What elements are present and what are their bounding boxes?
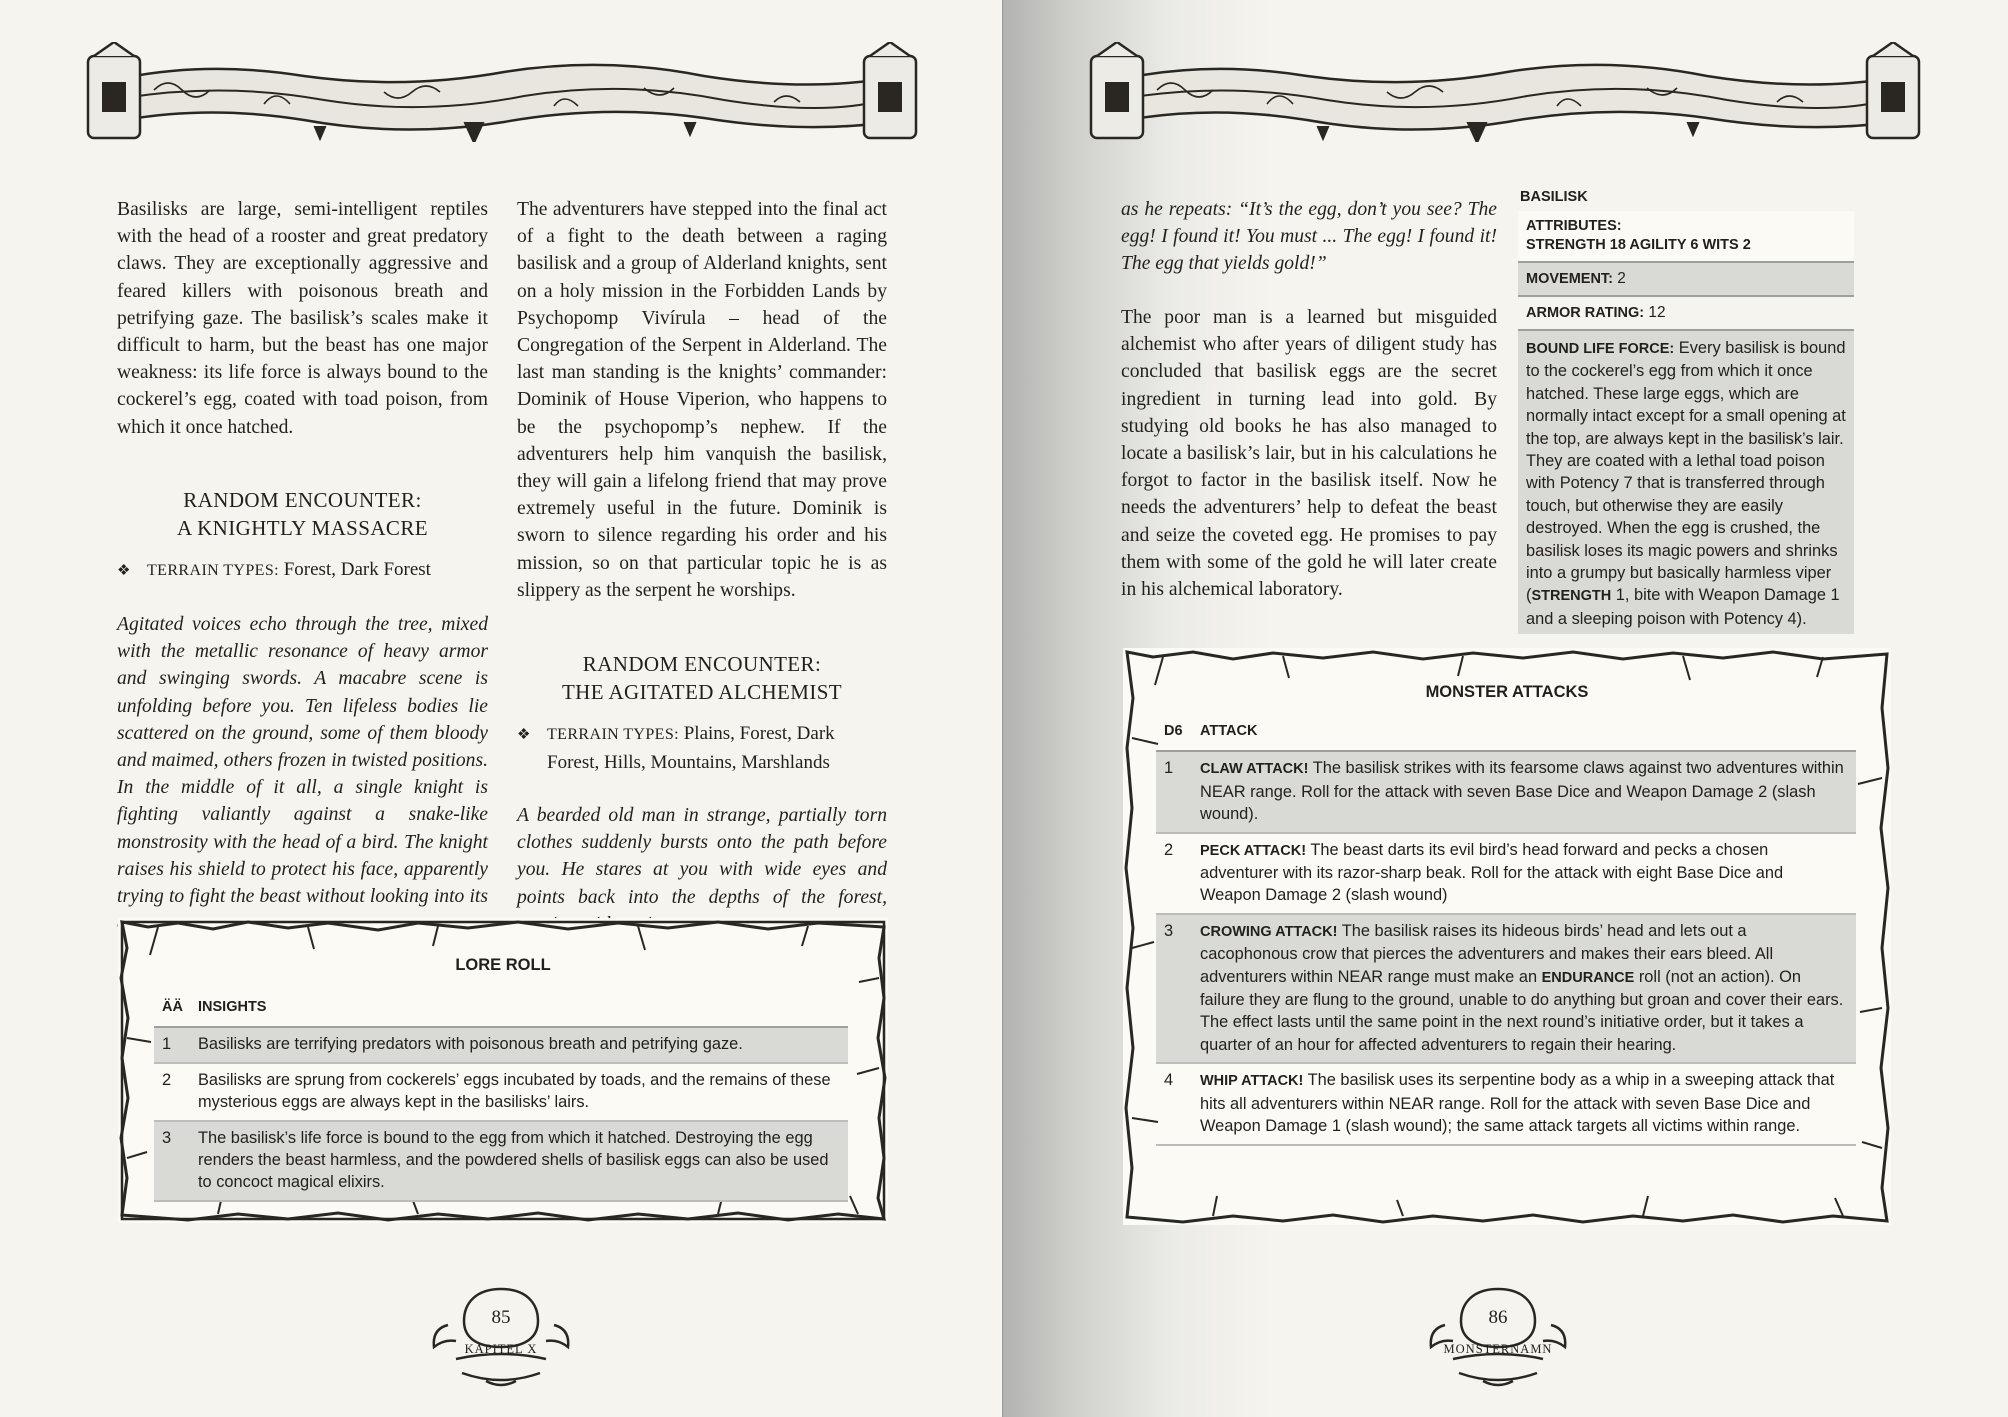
page-number: 85 bbox=[491, 1307, 511, 1328]
encounter-title: RANDOM ENCOUNTER: THE AGITATED ALCHEMIST bbox=[561, 652, 843, 704]
encounter-body-text: The adventurers have stepped into the final act of a fight to the death between a raging basilisk and a group of Alderland knights, sent on a holy mission in the Forbidden Lands by Psychopomp Vivírula – head of the Congregation of the Serpent in Alderland. The last man standing is the knights’ commander: Dominik of House Viperion, who happens to be the psychopomp’s nephew. If the adventurers help him vanquish the basilisk, they will gain a lifelong friend that may prove extremely useful in the future. Dominik is sworn to silence regarding his order and his mission, so on that particular topic he is as slippery as the serpent he worships. bbox=[517, 199, 887, 601]
encounter-flavor-text: A bearded old man in strange, partially torn clothes suddenly bursts onto the path before you. He stares at you with wide eyes and points back into the depths of the forest, bbox=[517, 805, 887, 908]
right-page bbox=[1003, 0, 2008, 1417]
basilisk-stat-block bbox=[1518, 183, 1854, 634]
terrain-types: ❖ TERRAIN TYPES: Plains, Forest, Dark Forest, Hills, Mountains, Marshlands bbox=[517, 723, 835, 773]
movement: MOVEMENT: 2 bbox=[1518, 261, 1854, 295]
encounter-agitated-alchemist bbox=[517, 650, 887, 938]
table-row: 2 PECK ATTACK! The beast darts its evil bird’s head forward and pecks a chosen adventurer with its razor-sharp beak. Roll for the attack with eight Base Dice and Weapon Damage 2 (slash wound) bbox=[1156, 834, 1856, 915]
monster-attacks-title: MONSTER ATTACKS bbox=[1425, 683, 1589, 701]
table-row: 1 CLAW ATTACK! The basilisk strikes with its fearsome claws against two adventures within NEAR range. Roll for the attack with seven Base Dice and Weapon Damage 2 (slash wound). bbox=[1156, 752, 1856, 833]
terrain-types: ❖ TERRAIN TYPES: Forest, Dark Forest bbox=[117, 556, 488, 585]
table-row: 4 WHIP ATTACK! The basilisk uses its serpentine body as a whip in a sweeping attack that hits all adventurers within NEAR range. Roll for the attack with seven Base Dice and Weapon Damage 1 (slash wound); the same attack targets all victims within range. bbox=[1156, 1064, 1856, 1145]
page-medallion bbox=[1423, 1285, 1573, 1390]
lore-roll-box bbox=[118, 918, 888, 1223]
monster-attacks-table bbox=[1156, 720, 1856, 1146]
diamond-bullet-icon: ❖ bbox=[117, 563, 131, 579]
alchemist-body bbox=[1121, 304, 1497, 603]
page-medallion bbox=[426, 1285, 576, 1390]
table-row: 3 The basilisk’s life force is bound to the egg from which it hatched. Destroying the egg renders the beast harmless, and the powdered shells of basilisk eggs can also be used to concoct magical elixirs. bbox=[154, 1122, 848, 1202]
encounter-body bbox=[517, 196, 887, 604]
page-number: 86 bbox=[1488, 1307, 1508, 1328]
lore-roll-table bbox=[154, 996, 848, 1202]
ornamental-frieze bbox=[84, 42, 920, 142]
ornamental-frieze bbox=[1087, 42, 1923, 142]
table-header: ÄÄ INSIGHTS bbox=[154, 996, 848, 1028]
encounter-flavor-text: Agitated voices echo through the tree, mixed with the metallic resonance of heavy armor and swinging swords. A macabre scene is unfolding before you. Ten lifeless bodies lie scattered on the ground, some of them bloody and maimed, others frozen in twisted positions. In the middle of it all, a single knight is fighting valiantly against a snake-like monstrosity with the head of a bird. The knight raises his shield to protect his face, apparently trying to fight the beast without looking into its bbox=[117, 614, 488, 908]
table-row: 1 Basilisks are terrifying predators with poisonous breath and petrifying gaze. bbox=[154, 1028, 848, 1063]
diamond-bullet-icon: ❖ bbox=[517, 727, 531, 743]
encounter-title: RANDOM ENCOUNTER: A KNIGHTLY MASSACRE bbox=[177, 488, 428, 540]
lore-roll-title: LORE ROLL bbox=[455, 956, 551, 974]
chapter-label: MONSTERNAMN bbox=[1443, 1342, 1553, 1356]
left-page bbox=[0, 0, 1003, 1417]
monster-attacks-box bbox=[1123, 648, 1891, 1225]
chapter-label: KAPITEL X bbox=[464, 1342, 538, 1356]
encounter-knightly-massacre bbox=[117, 486, 488, 937]
intro-paragraph bbox=[117, 196, 488, 441]
attributes: ATTRIBUTES: STRENGTH 18 AGILITY 6 WITS 2 bbox=[1518, 211, 1854, 261]
monster-name: BASILISK bbox=[1520, 189, 1588, 205]
intro-text: Basilisks are large, semi-intelligent reptiles with the head of a rooster and great predatory claws. They are exceptionally aggressive and feared killers with poisonous breath and petrifying gaze. The basilisk’s scales make it difficult to harm, but the beast has one major weakness: its life force is always bound to the cockerel’s egg, coated with toad poison, from which it once hatched. bbox=[117, 199, 488, 438]
table-row: 2 Basilisks are sprung from cockerels’ eggs incubated by toads, and the remains of these mysterious eggs are always kept in the basilisks’ lairs. bbox=[154, 1064, 848, 1122]
alchemist-flavor-continued bbox=[1121, 196, 1497, 278]
armor-rating: ARMOR RATING: 12 bbox=[1518, 295, 1854, 329]
bound-life-force: BOUND LIFE FORCE: Every basilisk is bound to the cockerel’s egg from which it once hatched. These large eggs, which are normally intact except for a small opening at the top, are always kept in the basilisk’s lair. They are coated with a lethal toad poison with Potency 7 that is transferred through touch, but otherwise they are easily destroyed. When the egg is crushed, the basilisk loses its magic powers and shrinks into a grumpy but basically harmless viper (STRENGTH 1, bite with Weapon Damage 1 and a sleeping poison with Potency 4). bbox=[1518, 329, 1854, 634]
flavor-text: as he repeats: “It’s the egg, don’t you see? The egg! I found it! You must ... The egg! I found it! The egg that yields gold!” bbox=[1121, 199, 1497, 275]
body-text: The poor man is a learned but misguided alchemist who after years of diligent study has concluded that basilisk eggs are the secret ingredient in turning lead into gold. By studying old books he has also managed to locate a basilisk’s lair, but in his calculations he forgot to factor in the basilisk itself. Now he needs the adventurers’ help to defeat the beast and seize the coveted egg. He promises to pay them with some of the gold he will later create in his alchemical laboratory. bbox=[1121, 307, 1497, 601]
table-row: 3 CROWING ATTACK! The basilisk raises its hideous birds’ head and lets out a cacophonous crow that pierces the adventurers and makes their ears bleed. All adventurers within NEAR range must make an ENDURANCE roll (not an action). On failure they are flung to the ground, unable to do anything but groan and cover their ears. The effect lasts until the same point in the next round’s initiative order, but it takes a quarter of an hour for affected adventurers to regain their hearing. bbox=[1156, 915, 1856, 1064]
table-header: D6 ATTACK bbox=[1156, 720, 1856, 752]
